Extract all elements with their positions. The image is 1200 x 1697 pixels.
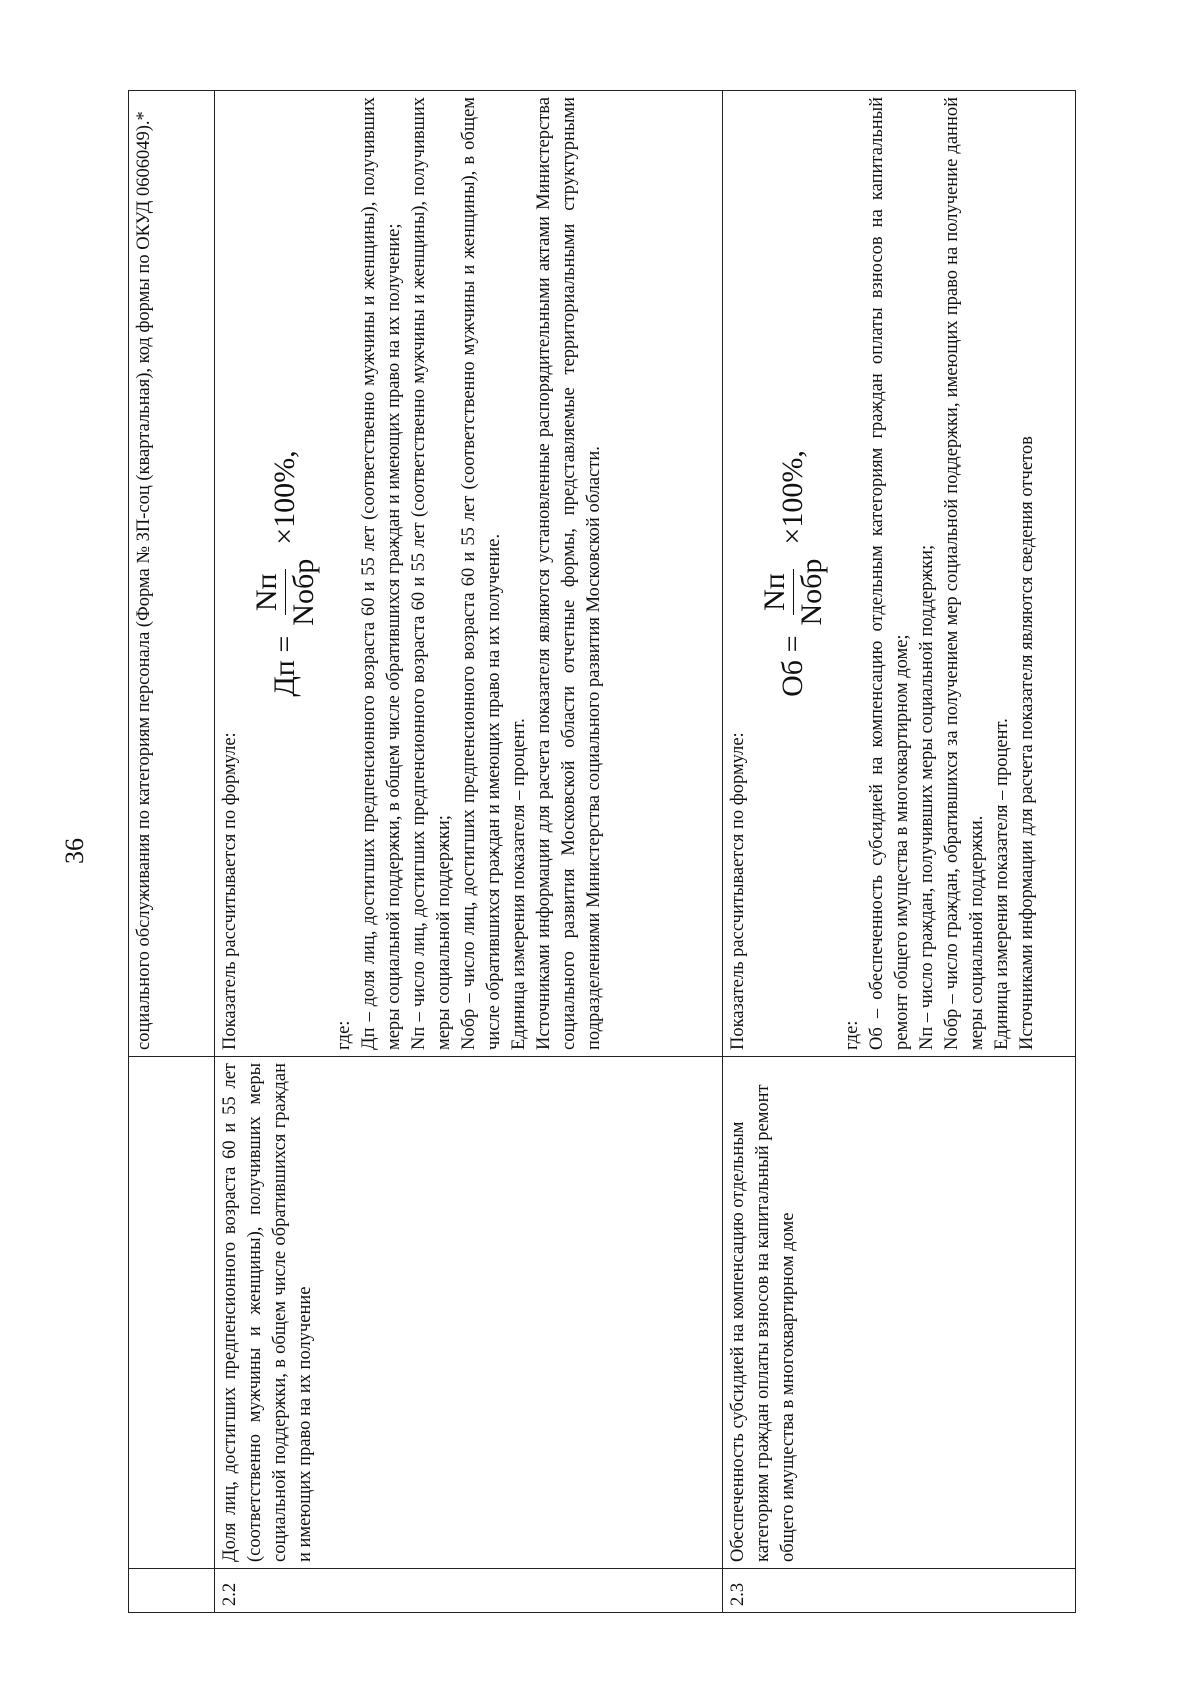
- table-row-2-3: [723, 91, 1076, 1613]
- formula-denominator: Nобр: [794, 558, 828, 626]
- formula-intro: Показатель рассчитывается по формуле:: [220, 732, 240, 1050]
- rotated-table-wrapper: [128, 90, 1076, 1613]
- cell-number-empty: [129, 1569, 215, 1613]
- table-row-2-2: [215, 91, 723, 1613]
- definition-line: Nп – число граждан, получивших меры социальной поддержки;: [916, 544, 937, 1050]
- formula-tail: ×100%,: [268, 450, 302, 545]
- formula-intro: Показатель рассчитывается по формуле:: [728, 732, 748, 1050]
- unit-line: Единица измерения показателя – процент.: [508, 718, 529, 1050]
- calculation-method: [723, 91, 1076, 1057]
- unit-line: Единица измерения показателя – процент.: [991, 718, 1012, 1050]
- formula-numerator: Nп: [249, 569, 286, 615]
- cell-indicator-empty: [129, 1057, 215, 1569]
- definition-line: Об – обеспеченность субсидией на компенсацию отдельным категориям граждан оплаты взносов на капитальный ремонт общего имущества в многоквартирном доме;: [866, 97, 912, 1050]
- formula-tail: ×100%,: [776, 450, 810, 545]
- page-number: 36: [60, 838, 89, 864]
- definition-line: Дп – доля лиц, достигших предпенсионного возраста 60 и 55 лет (соответственно мужчины и женщины), получивших меры социальной поддержки, в общем числе обратившихся граждан и имеющих право на их получение;: [358, 97, 404, 1050]
- source-line: Источниками информации для расчета показателя являются сведения отчетов: [1016, 436, 1037, 1050]
- table-row-continuation: [129, 91, 215, 1613]
- definition-line: Nобр – число граждан, обратившихся за получением мер социальной поддержки, имеющих право на получение данной меры социальной поддержки.: [941, 97, 987, 1050]
- formula-numerator: Nп: [757, 569, 794, 615]
- definition-line: Nп – число лиц, достигших предпенсионного возраста 60 и 55 лет (соответственно мужчины и женщины), получивших меры социальной поддержки;: [408, 97, 454, 1050]
- formula: [249, 97, 322, 1050]
- cell-method-continuation: социального обслуживания по категориям персонала (Форма № ЗП-соц (квартальная), код формы по ОКУД 0606049).*: [129, 91, 215, 1057]
- definition-line: Nобр – число лиц, достигших предпенсионного возраста 60 и 55 лет (соответственно мужчины и женщины), в общем числе обратившихся граждан и имеющих право на их получение.: [458, 97, 504, 1050]
- calculation-method: [215, 91, 723, 1057]
- row-number: 2.2: [215, 1569, 723, 1613]
- formula-fraction: [757, 555, 830, 630]
- row-number: 2.3: [723, 1569, 1076, 1613]
- formula-denominator: Nобр: [286, 558, 320, 626]
- formula-lhs: Об =: [776, 635, 810, 697]
- indicator-table: [128, 90, 1076, 1613]
- formula: [757, 97, 830, 1050]
- formula-lhs: Дп =: [268, 635, 302, 697]
- source-line: Источниками информации для расчета показателя являются установленные распорядительными актами Министерства социального развития Московской области отчетные формы, представляемые территориальными структурными подразделениями Министерства социального развития Московской области.: [533, 97, 604, 1050]
- indicator-name: Доля лиц, достигших предпенсионного возраста 60 и 55 лет (соответственно мужчины и женщины), получивших меры социальной поддержки, в общем числе обратившихся граждан и имеющих право на их получение: [215, 1057, 723, 1569]
- formula-fraction: [249, 555, 322, 630]
- indicator-name: Обеспеченность субсидией на компенсацию отдельным категориям граждан оплаты взносов на капитальный ремонт общего имущества в многоквартирном доме: [723, 1057, 1076, 1569]
- where-label: где:: [841, 1020, 862, 1050]
- where-label: где:: [333, 1020, 354, 1050]
